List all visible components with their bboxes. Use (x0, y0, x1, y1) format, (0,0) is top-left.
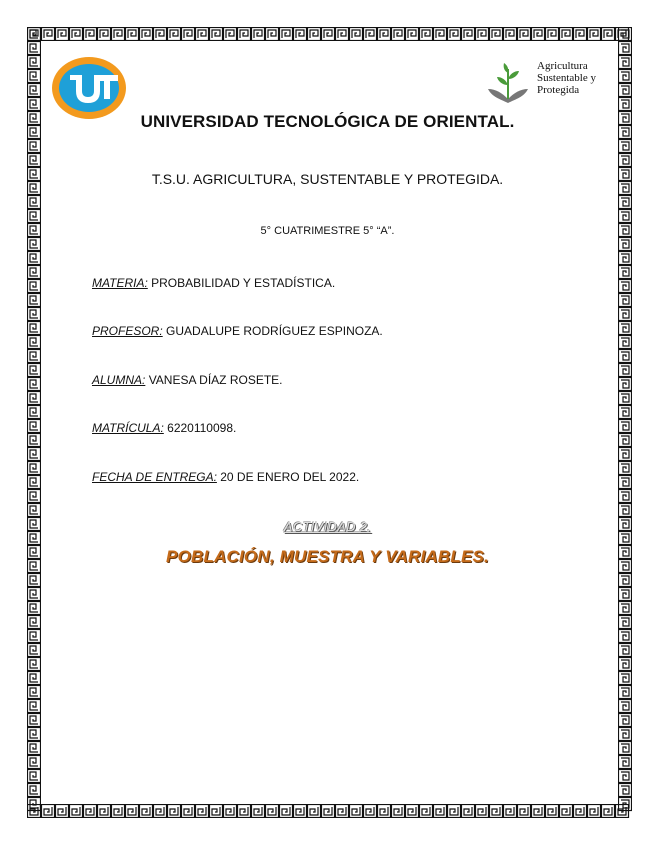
greek-key-border-bottom (27, 804, 632, 818)
field-profesor (92, 324, 383, 338)
agri-line-3: Protegida (537, 84, 580, 96)
agri-line-2: Sustentable y (537, 72, 596, 84)
agri-logo-text (537, 60, 596, 96)
field-value: VANESA DÍAZ ROSETE. (148, 373, 283, 387)
field-alumna (92, 373, 283, 387)
term-label: 5° CUATRIMESTRE 5° “A”. (260, 225, 395, 237)
field-value: GUADALUPE RODRÍGUEZ ESPINOZA. (166, 324, 383, 338)
field-label: ALUMNA: (92, 373, 146, 387)
field-label: MATERIA: (92, 276, 148, 290)
field-label: PROFESOR: (92, 324, 163, 338)
field-value: 6220110098. (167, 421, 237, 435)
field-value: PROBABILIDAD Y ESTADÍSTICA. (151, 276, 336, 290)
greek-key-border-left (27, 27, 41, 818)
field-fecha (92, 470, 359, 484)
field-label: MATRÍCULA: (92, 421, 164, 435)
field-value: 20 DE ENERO DEL 2022. (220, 470, 360, 484)
activity-topic: POBLACIÓN, MUESTRA Y VARIABLES. (166, 547, 489, 566)
field-label: FECHA DE ENTREGA: (92, 470, 217, 484)
greek-key-border-top (27, 27, 632, 41)
activity-label: ACTIVIDAD 2. (283, 519, 372, 534)
field-matricula (92, 421, 236, 435)
program-title: T.S.U. AGRICULTURA, SUSTENTABLE Y PROTEGIDA. (151, 171, 504, 187)
greek-key-border-right (618, 27, 632, 818)
agri-line-1: Agricultura (537, 60, 588, 72)
university-title: UNIVERSIDAD TECNOLÓGICA DE ORIENTAL. (140, 112, 515, 131)
field-materia (92, 276, 335, 290)
